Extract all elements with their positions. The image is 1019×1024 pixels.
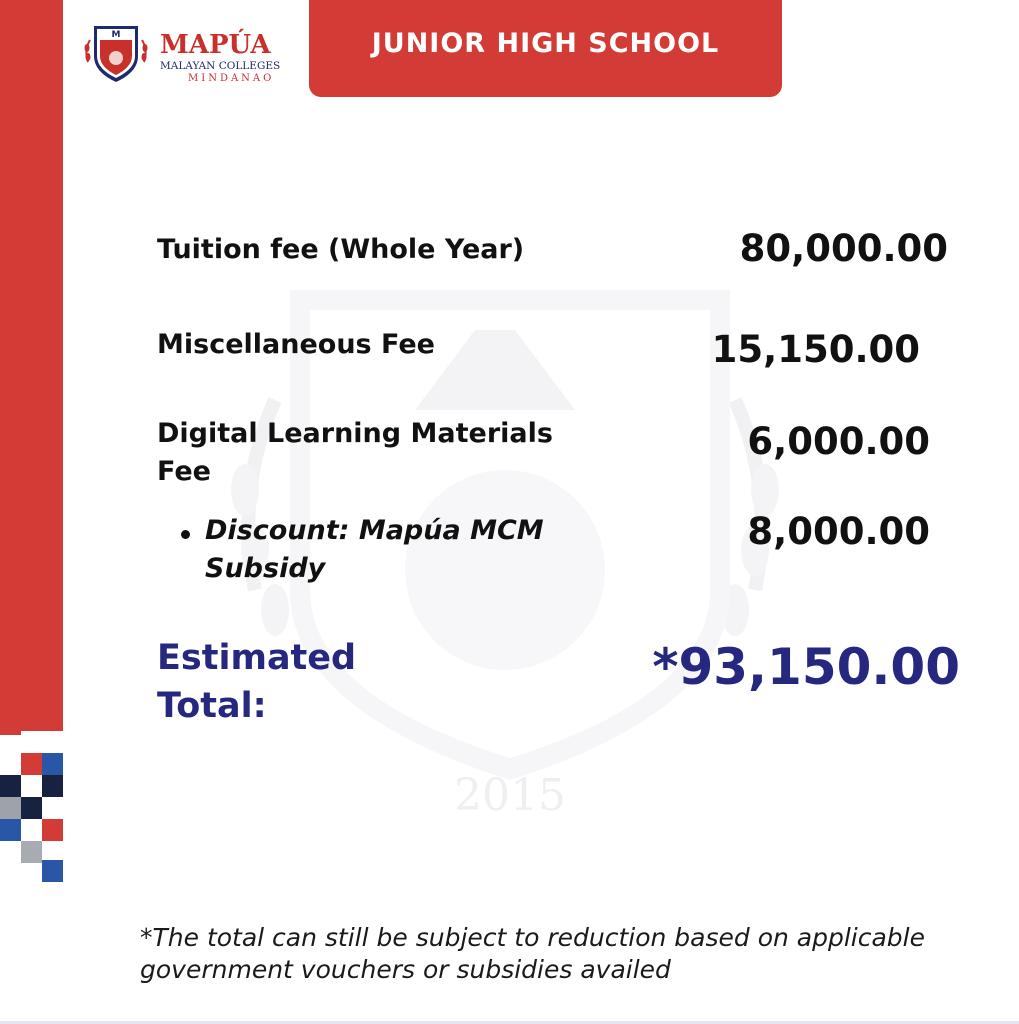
fee-label-misc: Miscellaneous Fee (157, 329, 435, 360)
total-label: Estimated Total: (157, 638, 357, 726)
discount-label: Discount: Mapúa MCM Subsidy (205, 515, 544, 584)
logo-campus: MINDANAO (188, 73, 275, 84)
discount-bullet (181, 530, 190, 539)
fee-label-tuition: Tuition fee (Whole Year) (157, 234, 525, 265)
fee-value-digital: 6,000.00 (747, 420, 930, 463)
fee-value-tuition: 80,000.00 (739, 227, 948, 270)
fee-value-misc: 15,150.00 (711, 328, 920, 371)
total-value: *93,150.00 (652, 638, 960, 696)
shield-icon (80, 22, 152, 88)
logo-subtitle: MALAYAN COLLEGES (160, 60, 281, 72)
discount-value: 8,000.00 (747, 510, 930, 553)
footnote: *The total can still be subject to reduction based on applicable government vouchers or subsidies availed (140, 923, 925, 984)
fee-label-digital: Digital Learning Materials Fee (157, 418, 553, 487)
header-banner (309, 0, 782, 97)
logo-name: MAPÚA (160, 30, 271, 60)
school-logo (80, 22, 290, 92)
page-title: JUNIOR HIGH SCHOOL (371, 28, 720, 59)
svg-text:M: M (111, 30, 121, 40)
left-accent-stripe (0, 0, 63, 735)
watermark-year: 2015 (454, 770, 566, 821)
